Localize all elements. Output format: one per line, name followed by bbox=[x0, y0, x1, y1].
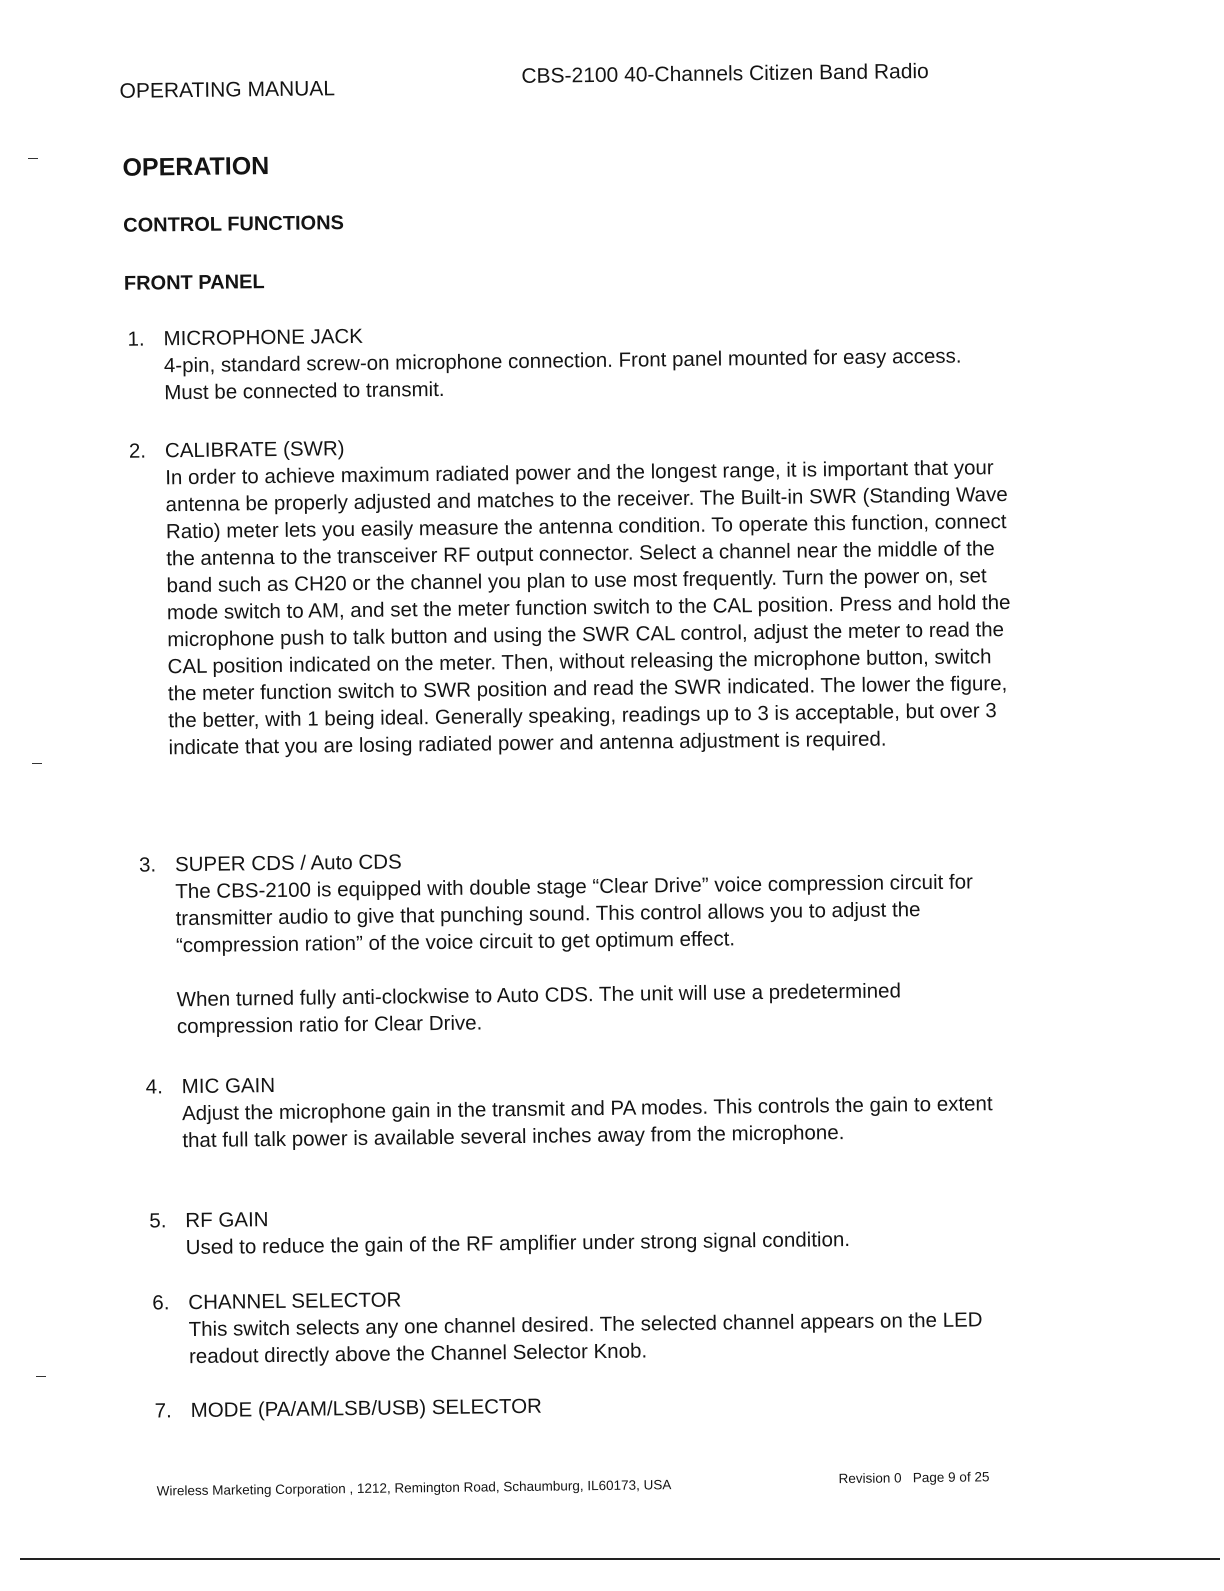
item-body: 4-pin, standard screw-on microphone connection. Front panel mounted for easy access. Must be connected to transmit. bbox=[163, 344, 962, 405]
item-title: CHANNEL SELECTOR bbox=[188, 1288, 402, 1315]
footer-page-info bbox=[838, 1469, 989, 1486]
scan-margin-mark bbox=[28, 158, 38, 159]
section-heading-control-functions: CONTROL FUNCTIONS bbox=[123, 212, 345, 237]
footer-address: Wireless Marketing Corporation , 1212, Remington Road, Schaumburg, IL60173, USA bbox=[156, 1477, 672, 1499]
item-body: The CBS-2100 is equipped with double stage “Clear Drive” voice compression circuit for transmitter audio to give that punching sound. This control allows you to adjust the “compression ration” of the voice circuit to get optimum effect. bbox=[175, 870, 974, 958]
item-body: In order to achieve maximum radiated power and the longest range, it is important that your antenna be properly adjusted and matches to the receiver. The Built-in SWR (Standing Wave Ratio) meter lets you easily measure the antenna condition. To operate this function, connect the antenna to the transceiver RF output connector. Select a channel near the middle of the band such as CH20 or the channel you plan to use most frequently. Turn the power on, set mode switch to AM, and set the meter function switch to the CAL position. Press and hold the microphone push to talk button and using the SWR CAL control, adjust the meter to read the CAL position indicated on the meter. Then, without releasing the microphone button, switch the meter function switch to SWR position and read the SWR indicated. The lower the figure, the better, with 1 being ideal. Generally speaking, readings up to 3 is acceptable, but over 3 indicate that you are losing radiated power and antenna adjustment is required. bbox=[165, 456, 1011, 760]
item-body-secondary: When turned fully anti-clockwise to Auto CDS. The unit will use a predetermined compression ratio for Clear Drive. bbox=[176, 979, 902, 1039]
item-number: 3. bbox=[138, 853, 157, 877]
section-heading-front-panel: FRONT PANEL bbox=[123, 271, 265, 295]
item-title: RF GAIN bbox=[185, 1208, 269, 1233]
item-number: 7. bbox=[154, 1399, 172, 1423]
item-number: 1. bbox=[127, 327, 145, 351]
item-body: This switch selects any one channel desired. The selected channel appears on the LED readout directly above the Channel Selector Knob. bbox=[188, 1308, 983, 1369]
item-title: MODE (PA/AM/LSB/USB) SELECTOR bbox=[190, 1394, 543, 1423]
page-bottom-rule bbox=[20, 1558, 1220, 1560]
header-product-title: CBS-2100 40-Channels Citizen Band Radio bbox=[521, 59, 929, 88]
item-number: 2. bbox=[128, 439, 147, 463]
item-body: Adjust the microphone gain in the transmit and PA modes. This controls the gain to extent that full talk power is available several inches away from the microphone. bbox=[181, 1092, 993, 1153]
item-number: 5. bbox=[149, 1209, 167, 1233]
item-title: MIC GAIN bbox=[181, 1073, 276, 1099]
header-manual-label: OPERATING MANUAL bbox=[119, 77, 336, 103]
item-body: Used to reduce the gain of the RF amplifier under strong signal condition. bbox=[185, 1227, 851, 1260]
item-number: 4. bbox=[145, 1075, 163, 1099]
footer-revision: Revision 0 bbox=[838, 1470, 902, 1487]
scan-margin-mark bbox=[32, 763, 42, 764]
footer-page-number: Page 9 of 25 bbox=[912, 1469, 990, 1486]
item-title: CALIBRATE (SWR) bbox=[164, 437, 345, 463]
section-heading-operation: OPERATION bbox=[122, 151, 270, 182]
item-title: SUPER CDS / Auto CDS bbox=[174, 850, 402, 877]
scan-margin-mark bbox=[36, 1376, 46, 1377]
item-title: MICROPHONE JACK bbox=[163, 324, 364, 351]
item-number: 6. bbox=[152, 1291, 170, 1315]
